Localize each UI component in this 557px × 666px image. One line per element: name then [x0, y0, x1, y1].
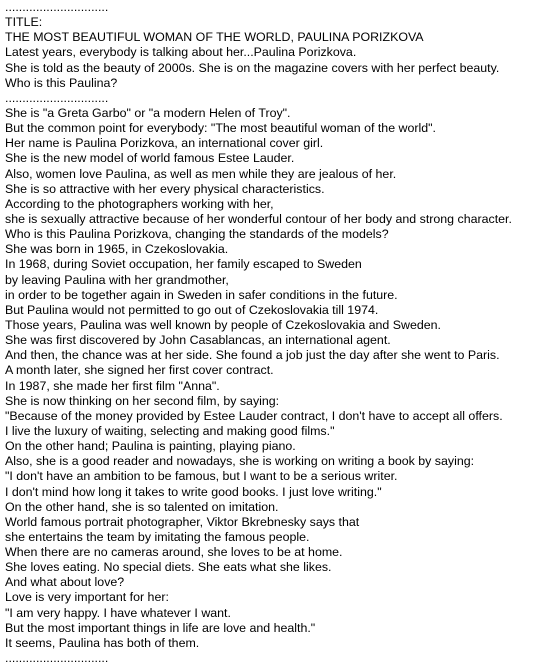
text-line: Those years, Paulina was well known by people of Czekoslovakia and Sweden.	[5, 317, 441, 332]
title-heading: THE MOST BEAUTIFUL WOMAN OF THE WORLD, PAULINA PORIZKOVA	[5, 30, 424, 45]
text-line: According to the photographers working with her,	[5, 196, 274, 211]
text-line: Also, she is a good reader and nowadays, she is working on writing a book by saying:	[5, 454, 475, 469]
text-line: "I don't have an ambition to be famous, but I want to be a serious writer.	[5, 469, 398, 484]
text-line: by leaving Paulina with her grandmother,	[5, 272, 229, 287]
text-line: And what about love?	[5, 575, 125, 590]
text-line: Who is this Paulina?	[5, 75, 118, 90]
text-line: I don't mind how long it takes to write good books. I just love writing."	[5, 484, 382, 499]
text-line: She is the new model of world famous Estee Lauder.	[5, 151, 295, 166]
text-line: In 1987, she made her first film "Anna".	[5, 378, 220, 393]
text-line: She is now thinking on her second film, by saying:	[5, 393, 280, 408]
text-line: A month later, she signed her first cover contract.	[5, 363, 274, 378]
text-line: I live the luxury of waiting, selecting and making good films."	[5, 423, 335, 438]
text-line: she entertains the team by imitating the famous people.	[5, 529, 310, 544]
text-line: Who is this Paulina Porizkova, changing the standards of the models?	[5, 227, 389, 242]
text-line: in order to be together again in Sweden in safer conditions in the future.	[5, 287, 398, 302]
text-line: In 1968, during Soviet occupation, her family escaped to Sweden	[5, 257, 362, 272]
text-line: Her name is Paulina Porizkova, an international cover girl.	[5, 136, 324, 151]
text-line: She was first discovered by John Casablancas, an international agent.	[5, 333, 391, 348]
text-line: "I am very happy. I have whatever I want.	[5, 605, 231, 620]
separator-top: ..............................	[5, 0, 109, 14]
text-line: "Because of the money provided by Estee Lauder contract, I don't have to accept all offers.	[5, 408, 503, 423]
text-line: Also, women love Paulina, as well as men while they are jealous of her.	[5, 166, 397, 181]
text-line: she is sexually attractive because of her wonderful contour of her body and strong character.	[5, 211, 512, 226]
text-line: She is so attractive with her every physical characteristics.	[5, 181, 325, 196]
separator-middle: ..............................	[5, 90, 109, 105]
text-line: She was born in 1965, in Czekoslovakia.	[5, 242, 229, 257]
text-line: Latest years, everybody is talking about her...Paulina Porizkova.	[5, 45, 357, 60]
text-line: But the most important things in life are love and health."	[5, 620, 316, 635]
text-line: And then, the chance was at her side. She found a job just the day after she went to Paris.	[5, 348, 500, 363]
text-line: On the other hand, she is so talented on imitation.	[5, 499, 279, 514]
text-line: She is told as the beauty of 2000s. She is on the magazine covers with her perfect beauty.	[5, 60, 500, 75]
text-line: It seems, Paulina has both of them.	[5, 635, 200, 650]
title-label: TITLE:	[5, 15, 43, 30]
text-line: Love is very important for her:	[5, 590, 169, 605]
text-line: But the common point for everybody: "The most beautiful woman of the world".	[5, 121, 436, 136]
separator-bottom: ..............................	[5, 651, 109, 666]
text-line: She loves eating. No special diets. She eats what she likes.	[5, 560, 332, 575]
text-line: She is "a Greta Garbo" or "a modern Helen of Troy".	[5, 105, 291, 120]
text-line: When there are no cameras around, she loves to be at home.	[5, 545, 343, 560]
text-line: World famous portrait photographer, Viktor Bkrebnesky says that	[5, 514, 360, 529]
text-line: But Paulina would not permitted to go out of Czekoslovakia till 1974.	[5, 302, 379, 317]
text-line: On the other hand; Paulina is painting, playing piano.	[5, 439, 296, 454]
